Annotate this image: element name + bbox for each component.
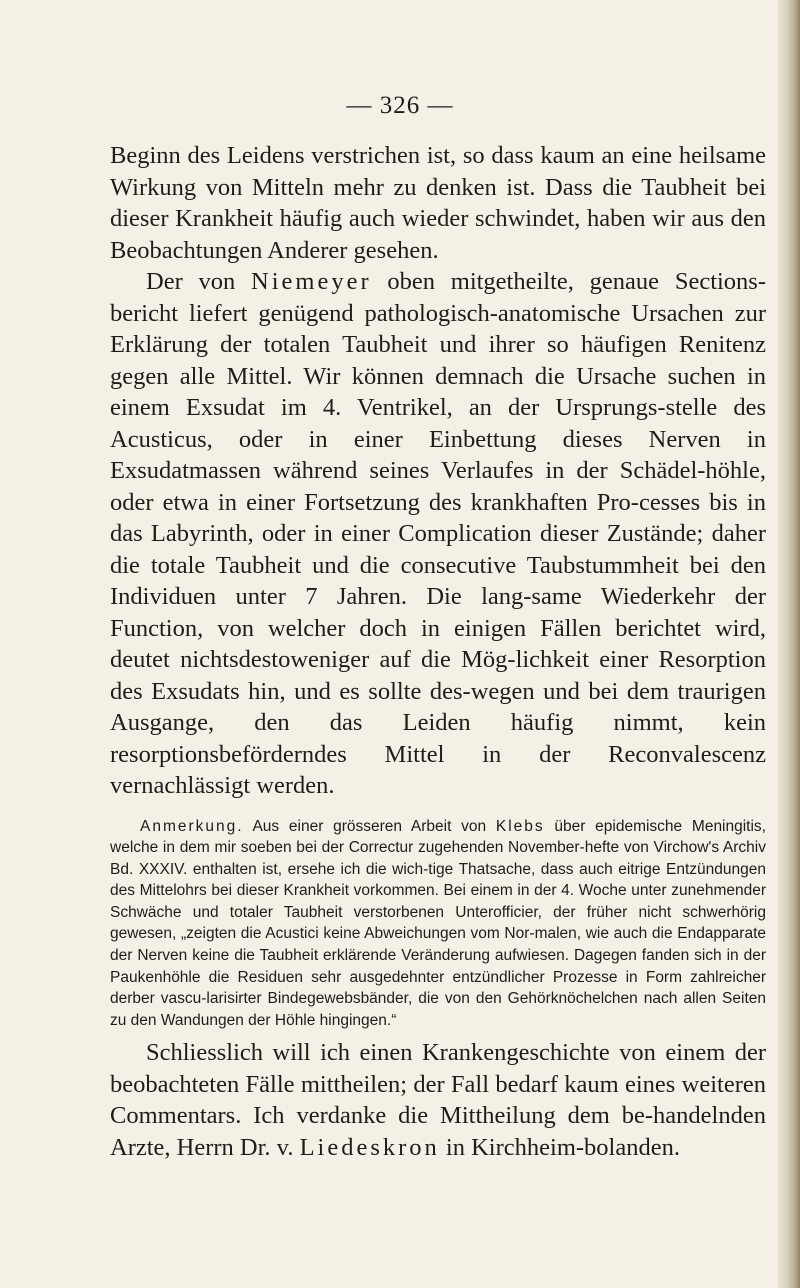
main-text-block bbox=[110, 140, 766, 1163]
note-text-1: Aus einer grösseren Arbeit von bbox=[243, 817, 496, 835]
paragraph-2 bbox=[110, 266, 766, 802]
author-name-klebs: Klebs bbox=[495, 817, 545, 835]
author-name-liedeskron: Liedeskron bbox=[299, 1133, 440, 1161]
page-edge-shadow bbox=[778, 0, 800, 1288]
author-name-niemeyer: Niemeyer bbox=[251, 268, 372, 295]
footnote-anmerkung bbox=[110, 816, 766, 1032]
note-label: Anmerkung. bbox=[140, 817, 244, 835]
closing-text-2: in Kirchheim-bolanden. bbox=[439, 1133, 680, 1161]
page-number-header: — 326 — bbox=[346, 92, 454, 119]
note-text-2: über epidemische Meningitis, welche in dem mir soeben bei der Correctur zugehenden November-hefte von Virchow's Archiv Bd. XXXIV. enthalten ist, ersehe ich die wich-tige Thatsache, dass auch eitrige Entzündungen des Mittelohrs bei dieser Krankheit vorkommen. Bei einem in der 4. Woche unter zunehmender Schwäche und totaler Taubheit verstorbenen Unterofficier, der früher nicht schwerhörig gewesen, „zeigten die Acustici keine Abweichungen vom Nor-malen, wie auch die Endapparate der Nerven keine die Taubheit erklärende Veränderung aufwiesen. Dagegen fanden sich in der Paukenhöhle die Residuen sehr ausgedehnter entzündlicher Prozesse in Form zahlreicher derber vascu-larisirter Bindegewebsbänder, die von den Gehörknöchelchen nach allen Seiten zu den Wandungen der Höhle hingingen.“ bbox=[110, 817, 766, 1029]
paragraph-2-lead: Der von bbox=[146, 268, 252, 295]
closing-text-1: Schliesslich will ich einen Krankengeschichte von einem der beobachteten Fälle mittheilen; der Fall bedarf kaum eines weiteren Commentars. Ich verdanke die Mittheilung dem be-handelnden Arzte, Herrn Dr. v. bbox=[110, 1039, 766, 1161]
paragraph-1: Beginn des Leidens verstrichen ist, so dass kaum an eine heilsame Wirkung von Mitteln mehr zu denken ist. Dass die Taubheit bei dieser Krankheit häufig auch wieder schwindet, haben wir aus den Beobachtungen Anderer gesehen. bbox=[110, 142, 766, 264]
paragraph-2-rest: oben mitgetheilte, genaue Sections-bericht liefert genügend pathologisch-anatomische Ursachen zur Erklärung der totalen Taubheit und ihrer so häufigen Renitenz gegen alle Mittel. Wir können demnach die Ursache suchen in einem Exsudat im 4. Ventrikel, an der Ursprungs-stelle des Acusticus, oder in einer Einbettung dieses Nerven in Exsudatmassen während seines Verlaufes in der Schädel-höhle, oder etwa in einer Fortsetzung des krankhaften Pro-cesses bis in das Labyrinth, oder in einer Complication dieser Zustände; daher die totale Taubheit und die consecutive Taubstummheit bei den Individuen unter 7 Jahren. Die lang-same Wiederkehr der Function, von welcher doch in einigen Fällen berichtet wird, deutet nichtsdestoweniger auf die Mög-lichkeit einer Resorption des Exsudats hin, und es sollte des-wegen und bei dem traurigen Ausgange, den das Leiden häufig nimmt, kein resorptionsbeförderndes Mittel in der Reconvalescenz vernachlässigt werden. bbox=[110, 268, 766, 799]
closing-paragraph bbox=[110, 1037, 766, 1163]
